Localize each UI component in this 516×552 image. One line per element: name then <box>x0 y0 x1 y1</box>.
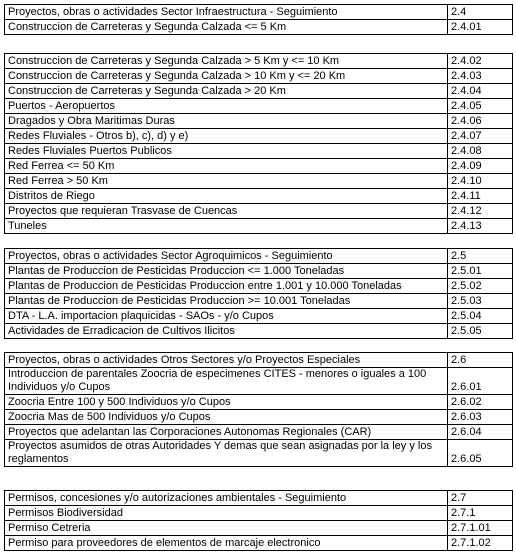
row-code: 2.4.09 <box>448 159 513 174</box>
row-description: Zoocria Entre 100 y 500 Individuos y/o Cupos <box>5 395 448 410</box>
row-description: Redes Fluviales - Otros b), c), d) y e) <box>5 129 448 144</box>
row-code: 2.6.03 <box>448 410 513 425</box>
table-row <box>5 309 513 324</box>
row-code: 2.4.03 <box>448 69 513 84</box>
row-description: Plantas de Produccion de Pesticidas Produccion <= 1.000 Toneladas <box>5 264 448 279</box>
table-row <box>5 395 513 410</box>
row-description: Proyectos, obras o actividades Sector Infraestructura - Seguimiento <box>5 5 448 20</box>
row-code: 2.5.05 <box>448 324 513 339</box>
table-row <box>5 294 513 309</box>
row-code: 2.4.04 <box>448 84 513 99</box>
row-description: Tuneles <box>5 219 448 234</box>
table-row <box>5 144 513 159</box>
table-row <box>5 20 513 35</box>
row-code: 2.4.05 <box>448 99 513 114</box>
row-code: 2.4.06 <box>448 114 513 129</box>
row-code: 2.4.08 <box>448 144 513 159</box>
table-row <box>5 69 513 84</box>
table-row <box>5 353 513 368</box>
row-description: Construccion de Carreteras y Segunda Calzada > 5 Km y <= 10 Km <box>5 54 448 69</box>
row-description: Proyectos que adelantan las Corporaciones Autonomas Regionales (CAR) <box>5 425 448 440</box>
row-code: 2.4.10 <box>448 174 513 189</box>
row-code: 2.7.1.02 <box>448 536 513 551</box>
row-description: Red Ferrea <= 50 Km <box>5 159 448 174</box>
row-description: Redes Fluviales Puertos Publicos <box>5 144 448 159</box>
table-row <box>5 440 513 467</box>
table-row <box>5 129 513 144</box>
table-row <box>5 189 513 204</box>
row-code: 2.5.01 <box>448 264 513 279</box>
table-otros-sectores <box>4 352 513 467</box>
table-row <box>5 279 513 294</box>
table-row <box>5 506 513 521</box>
table-row <box>5 159 513 174</box>
table-row <box>5 174 513 189</box>
table-row <box>5 368 513 395</box>
table-row <box>5 99 513 114</box>
table-row <box>5 264 513 279</box>
table-row <box>5 5 513 20</box>
row-description: Introduccion de parentales Zoocria de especimenes CITES - menores o iguales a 100 Individuos y/o Cupos <box>5 368 448 395</box>
row-description: Construccion de Carreteras y Segunda Calzada > 20 Km <box>5 84 448 99</box>
row-code: 2.6.04 <box>448 425 513 440</box>
table-row <box>5 324 513 339</box>
table-row <box>5 249 513 264</box>
table-row <box>5 536 513 551</box>
row-description: Proyectos, obras o actividades Sector Agroquimicos - Seguimiento <box>5 249 448 264</box>
table-row <box>5 410 513 425</box>
row-code: 2.7 <box>448 491 513 506</box>
row-code: 2.5 <box>448 249 513 264</box>
row-code: 2.4.11 <box>448 189 513 204</box>
row-code: 2.6.02 <box>448 395 513 410</box>
row-description: Proyectos asumidos de otras Autoridades Y demas que sean asignadas por la ley y los reglamentos <box>5 440 448 467</box>
row-description: Plantas de Produccion de Pesticidas Produccion entre 1.001 y 10.000 Toneladas <box>5 279 448 294</box>
row-code: 2.7.1.01 <box>448 521 513 536</box>
row-code: 2.7.1 <box>448 506 513 521</box>
row-description: Red Ferrea > 50 Km <box>5 174 448 189</box>
row-description: Puertos - Aeropuertos <box>5 99 448 114</box>
table-infraestructura <box>4 53 513 234</box>
table-row <box>5 425 513 440</box>
row-description: Permisos Biodiversidad <box>5 506 448 521</box>
table-row <box>5 114 513 129</box>
table-row <box>5 521 513 536</box>
row-code: 2.6.05 <box>448 440 513 467</box>
table-row <box>5 219 513 234</box>
row-description: Permiso para proveedores de elementos de marcaje electronico <box>5 536 448 551</box>
table-row <box>5 491 513 506</box>
row-description: Dragados y Obra Maritimas Duras <box>5 114 448 129</box>
table-permisos <box>4 490 513 551</box>
row-description: Permisos, concesiones y/o autorizaciones ambientales - Seguimiento <box>5 491 448 506</box>
row-description: Proyectos que requieran Trasvase de Cuencas <box>5 204 448 219</box>
row-description: Construccion de Carreteras y Segunda Calzada > 10 Km y <= 20 Km <box>5 69 448 84</box>
row-code: 2.5.04 <box>448 309 513 324</box>
row-description: DTA - L.A. importacion plaquicidas - SAOs - y/o Cupos <box>5 309 448 324</box>
row-description: Actividades de Erradicacion de Cultivos Ilicitos <box>5 324 448 339</box>
row-code: 2.4.13 <box>448 219 513 234</box>
row-code: 2.4.02 <box>448 54 513 69</box>
table-agroquimicos <box>4 248 513 339</box>
row-code: 2.5.03 <box>448 294 513 309</box>
row-code: 2.5.02 <box>448 279 513 294</box>
table-infraestructura-header <box>4 4 513 35</box>
table-row <box>5 84 513 99</box>
row-description: Permiso Cetreria <box>5 521 448 536</box>
row-code: 2.4 <box>448 5 513 20</box>
row-description: Distritos de Riego <box>5 189 448 204</box>
table-row <box>5 204 513 219</box>
table-row <box>5 54 513 69</box>
row-code: 2.4.07 <box>448 129 513 144</box>
row-description: Proyectos, obras o actividades Otros Sectores y/o Proyectos Especiales <box>5 353 448 368</box>
row-code: 2.4.12 <box>448 204 513 219</box>
row-code: 2.6.01 <box>448 368 513 395</box>
row-code: 2.6 <box>448 353 513 368</box>
row-description: Zoocria Mas de 500 Individuos y/o Cupos <box>5 410 448 425</box>
row-description: Construccion de Carreteras y Segunda Calzada <= 5 Km <box>5 20 448 35</box>
row-code: 2.4.01 <box>448 20 513 35</box>
row-description: Plantas de Produccion de Pesticidas Produccion >= 10.001 Toneladas <box>5 294 448 309</box>
